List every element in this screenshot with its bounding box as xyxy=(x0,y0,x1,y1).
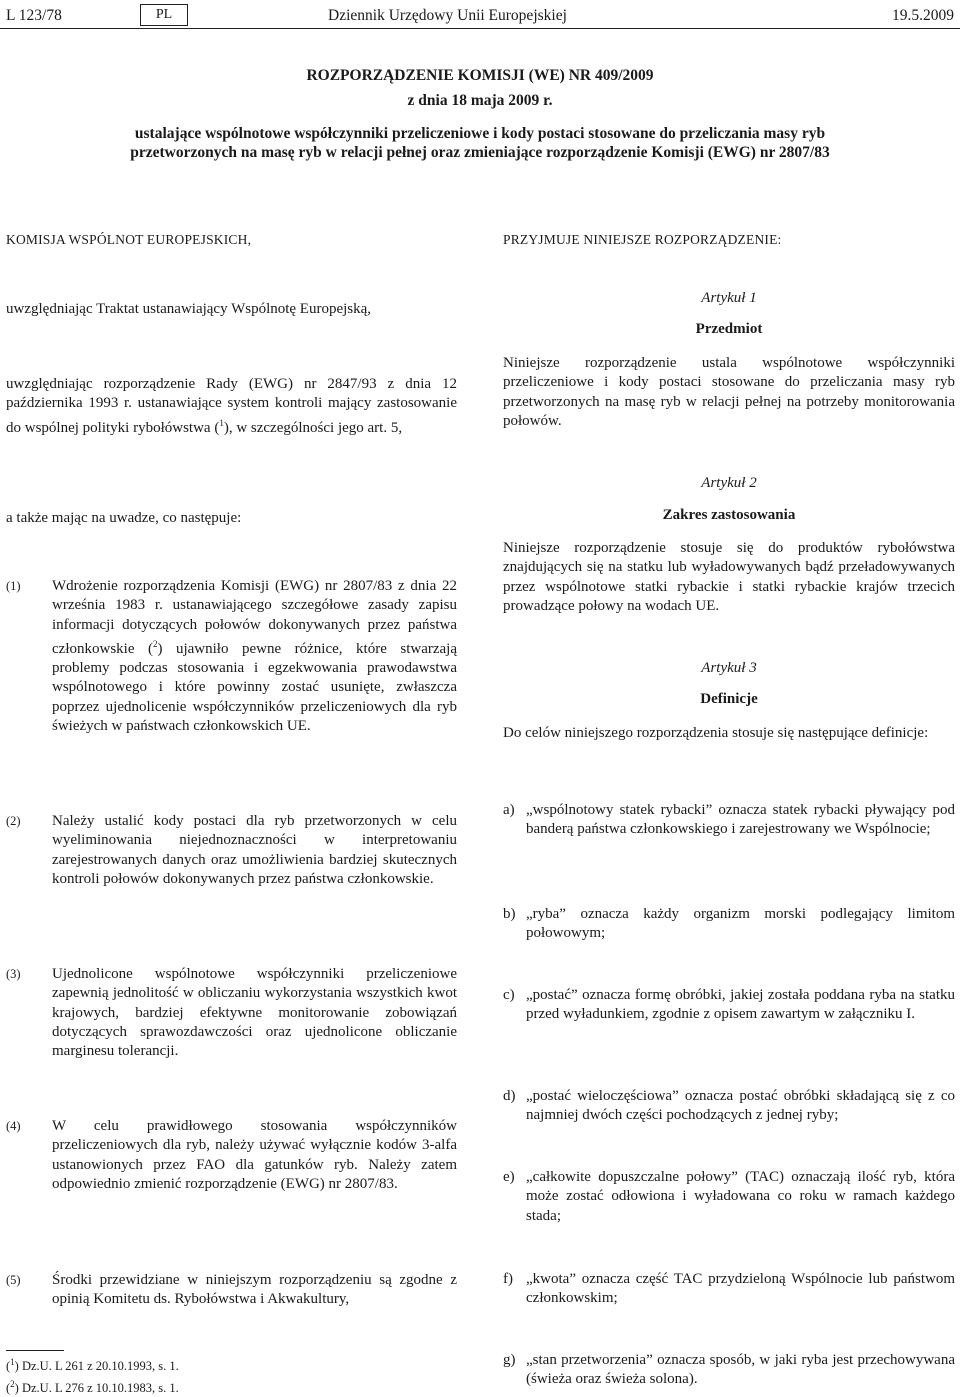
definition-c xyxy=(503,986,955,1046)
footnote-2: ($^2$) Dz.U. L 276 z 10.10.1983, s. 1. xyxy=(6,1379,179,1396)
whereas-intro: a także mając na uwadze, co następuje: xyxy=(6,510,242,526)
definition-e xyxy=(503,1168,955,1228)
page-header xyxy=(6,4,954,34)
recital-5 xyxy=(6,1271,457,1333)
footnote-ref[interactable]: 1 xyxy=(219,417,224,428)
definition-text: „postać wieloczęściowa” oznacza postać obróbki składającą się z co najmniej dwóch części pochodzących z jednej ryby; xyxy=(526,1088,955,1124)
definition-label: a) xyxy=(503,802,515,818)
definition-text: „wspólnotowy statek rybacki” oznacza statek rybacki pływający pod banderą państwa członkowskiego i zarejestrowany we Wspólnocie; xyxy=(526,802,955,838)
definition-label: b) xyxy=(503,906,516,922)
definition-text: „stan przetworzenia” oznacza sposób, w jaki ryba jest przechowywana (świeża oraz świeża solona). xyxy=(526,1352,955,1388)
definition-f xyxy=(503,1270,955,1310)
recital-number: (5) xyxy=(6,1273,21,1287)
article-2-text: Niniejsze rozporządzenie stosuje się do produktów rybołówstwa znajdujących się na statku lub wyładowywanych bądź przeładowywanych przez wspólnotowe statki rybackie i statki rybackie krajów trzecich prowadzące połowy na wodach UE. xyxy=(503,540,955,614)
regulation-date: z dnia 18 maja 2009 r. xyxy=(407,92,553,109)
recital-text: W celu prawidłowego stosowania współczynników przeliczeniowych dla ryb, należy używać wyłącznie kodów 3-alfa ustanowionych przez FAO dla gatunków ryb. Należy zatem odpowiednio zmienić rozporządzenie (EWG) nr 2807/83. xyxy=(52,1118,457,1192)
journal-name: Dziennik Urzędowy Unii Europejskiej xyxy=(328,7,567,24)
definition-text: „całkowite dopuszczalne połowy” (TAC) oznaczają ilość ryb, która może zostać odłowiona i wyładowana co roku w ramach każdego stada; xyxy=(526,1169,955,1224)
definition-label: g) xyxy=(503,1352,516,1368)
definition-label: e) xyxy=(503,1169,515,1185)
recital-1 xyxy=(6,577,457,767)
recital-text: Środki przewidziane w niniejszym rozporządzeniu są zgodne z opinią Komitetu ds. Rybołówstwa i Akwakultury, xyxy=(52,1272,457,1308)
page-reference: L 123/78 xyxy=(6,7,62,24)
recital-3 xyxy=(6,965,457,1065)
recital-number: (3) xyxy=(6,967,21,981)
article-2-label: Artykuł 2 xyxy=(701,475,757,491)
footnote-1: ($^1$) Dz.U. L 261 z 20.10.1993, s. 1. xyxy=(6,1357,179,1374)
having-regard-treaty: uwzględniając Traktat ustanawiający Wspólnotę Europejską, xyxy=(6,301,372,317)
institution-heading: KOMISJA WSPÓLNOT EUROPEJSKICH, xyxy=(6,232,252,247)
recital-text: Wdrożenie rozporządzenia Komisji (EWG) nr 2807/83 z dnia 22 września 1983 r. ustanawiającego szczegółowe zasady zapisu informacji dotyczących połowów dokonywanych przez państwa członkowskie ($^2$) ujawniło pewne różnice, które stwarzają problemy podczas stosowania i egzekwowania prawodawstwa wspólnotowego i które powinny zostać usunięte, zwłaszcza poprzez ujednolicenie współczynników przeliczeniowych dla ryb świeżych w państwach członkowskich UE. xyxy=(52,578,457,735)
footnote-ref[interactable]: 2 xyxy=(152,638,158,649)
language-badge: PL xyxy=(140,4,188,26)
recital-2 xyxy=(6,812,457,912)
regulation-subtitle: ustalające wspólnotowe współczynniki przeliczeniowe i kody postaci stosowane do przeliczania masy ryb przetworzonych na masę ryb w relacji pełnej oraz zmieniające rozporządzenie Komisji (EWG) nr 2807/83 xyxy=(130,125,830,161)
definition-text: „kwota” oznacza część TAC przydzieloną Wspólnocie lub państwom członkowskim; xyxy=(526,1271,955,1307)
article-1-title: Przedmiot xyxy=(695,321,763,337)
publication-date: 19.5.2009 xyxy=(892,7,954,24)
document-title xyxy=(90,66,870,162)
regulation-number: ROZPORZĄDZENIE KOMISJI (WE) NR 409/2009 xyxy=(306,67,654,84)
article-1-label: Artykuł 1 xyxy=(701,290,757,306)
definition-b xyxy=(503,905,955,945)
definition-text: „ryba” oznacza każdy organizm morski podlegający limitom połowowym; xyxy=(526,906,955,942)
recital-number: (1) xyxy=(6,579,21,593)
recital-number: (4) xyxy=(6,1119,21,1133)
recital-4 xyxy=(6,1117,457,1217)
definition-label: d) xyxy=(503,1088,516,1104)
article-2-title: Zakres zastosowania xyxy=(662,507,796,523)
article-1-text: Niniejsze rozporządzenie ustala wspólnotowe współczynniki przeliczeniowe i kody postaci stosowane do przeliczania masy ryb przetworzonych na masę ryb w relacji pełnej na potrzeby monitorowania połowów. xyxy=(503,355,955,429)
definition-d xyxy=(503,1087,955,1127)
recital-text: Ujednolicone wspólnotowe współczynniki przeliczeniowe zapewnią jednolitość w obliczaniu wykorzystania wszystkich kwot krajowych, bardziej efektywne monitorowanie zobowiązań dotyczących sprawozdawczości oraz ujednolicone obliczanie marginesu tolerancji. xyxy=(52,966,457,1060)
article-3-label: Artykuł 3 xyxy=(701,660,757,676)
definition-a xyxy=(503,801,955,861)
adopts-heading: PRZYJMUJE NINIEJSZE ROZPORZĄDZENIE: xyxy=(503,232,782,247)
header-divider xyxy=(0,28,960,29)
definition-label: f) xyxy=(503,1271,513,1287)
recital-text: Należy ustalić kody postaci dla ryb przetworzonych w celu wyeliminowania niejednoznaczności w interpretowaniu zarejestrowanych danych oraz umożliwienia bardziej skutecznych kontroli połowów dokonywanych przez państwa członkowskie. xyxy=(52,813,457,887)
article-3-title: Definicje xyxy=(700,691,758,707)
footnote-divider xyxy=(6,1350,64,1351)
having-regard-regulation: uwzględniając rozporządzenie Rady (EWG) nr 2847/93 z dnia 12 października 1993 r. ustanawiające system kontroli mający zastosowanie do wspólnej polityki rybołówstwa ($^1$), w szczególności jego art. 5, xyxy=(6,376,457,436)
article-3-intro: Do celów niniejszego rozporządzenia stosuje się następujące definicje: xyxy=(503,725,929,741)
definition-g xyxy=(503,1351,955,1391)
definition-label: c) xyxy=(503,987,515,1003)
recital-number: (2) xyxy=(6,814,21,828)
footnotes xyxy=(6,1353,457,1397)
definition-text: „postać” oznacza formę obróbki, jakiej została poddana ryba na statku przed wyładunkiem, zgodnie z opisem zawartym w załączniku I. xyxy=(526,987,955,1023)
